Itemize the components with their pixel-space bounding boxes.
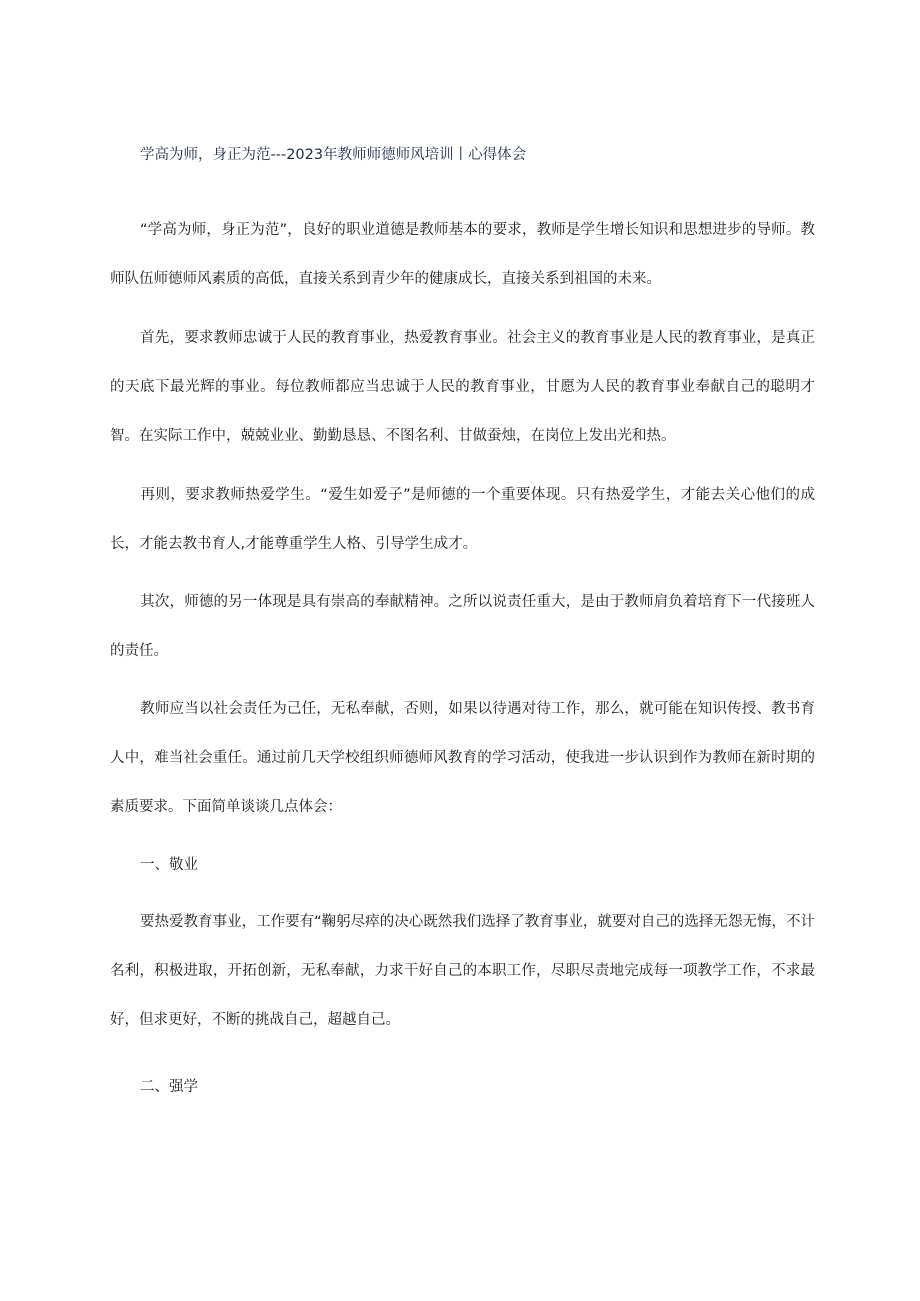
paragraph-3 [110,471,815,569]
paragraph-2 [110,314,815,461]
paragraph-4-first: 其次，师德的另一体现是具有崇高的奉献精神。之所以说责任重大，是由于教师肩负着培育下一代接班人的责 [110,594,815,659]
document-title: 学高为师，身正为范---2023年教师师德师风培训丨心得体会 [140,147,527,163]
paragraph-3-first: 再则，要求教师热爱学生。“爱生如爱子”是师德的一个重要体现。只有热爱学生，才能去关心他们的成长，才 [110,487,815,552]
paragraph-2-first: 首先，要求教师忠诚于人民的教育事业，热爱教育事业。社会主义的教育事业是人民的教育事业，是真正的天 [110,330,815,395]
paragraph-4 [110,578,815,676]
paragraph-2-rest: 底下最光辉的事业。每位教师都应当忠诚于人民的教育事业，甘愿为人民的教育事业奉献自己的聪明才智。在实际工作中，兢兢业业、勤勤恳恳、不图名利、甘做蚕烛，在岗位上发出光和热。 [110,379,816,444]
paragraph-1-first: “学高为师，身正为范”，良好的职业道德是教师基本的要求，教师是学生增长知识和思想进步的导师。 [140,222,801,238]
paragraph-6-first: 要热爱教育事业，工作要有“鞠躬尽瘁的决心既然我们选择了教育事业，就要对自己的选择无怨无悔，不计名 [110,914,815,979]
paragraph-6 [110,898,815,1045]
paragraph-1 [110,206,815,304]
paragraph-1-rest: 教师队伍师德师风素质的高低，直接关系到青少年的健康成长，直接关系到祖国的未来。 [110,222,815,287]
heading-dedication: 一、敬业 [140,857,198,873]
paragraph-5 [110,685,815,832]
paragraph-6-rest: 利，积极进取，开拓创新，无私奉献，力求干好自己的本职工作，尽职尽责地完成每一项教学工作，不求最好，但求更好，不断的挑战自己，超越自己。 [110,963,816,1028]
paragraph-5-rest: 难当社会重任。通过前几天学校组织师德师风教育的学习活动，使我进一步认识到作为教师在新时期的素质要求。下面简单谈谈几点体会： [110,750,815,815]
heading-study: 二、强学 [140,1079,198,1095]
paragraph-4-rest: 任。 [139,643,168,659]
paragraph-5-first: 教师应当以社会责任为己任，无私奉献，否则，如果以待遇对待工作，那么，就可能在知识传授、教书育人中， [110,701,815,766]
paragraph-3-rest: 能去教书育人,才能尊重学生人格、引导学生成才。 [153,536,478,552]
